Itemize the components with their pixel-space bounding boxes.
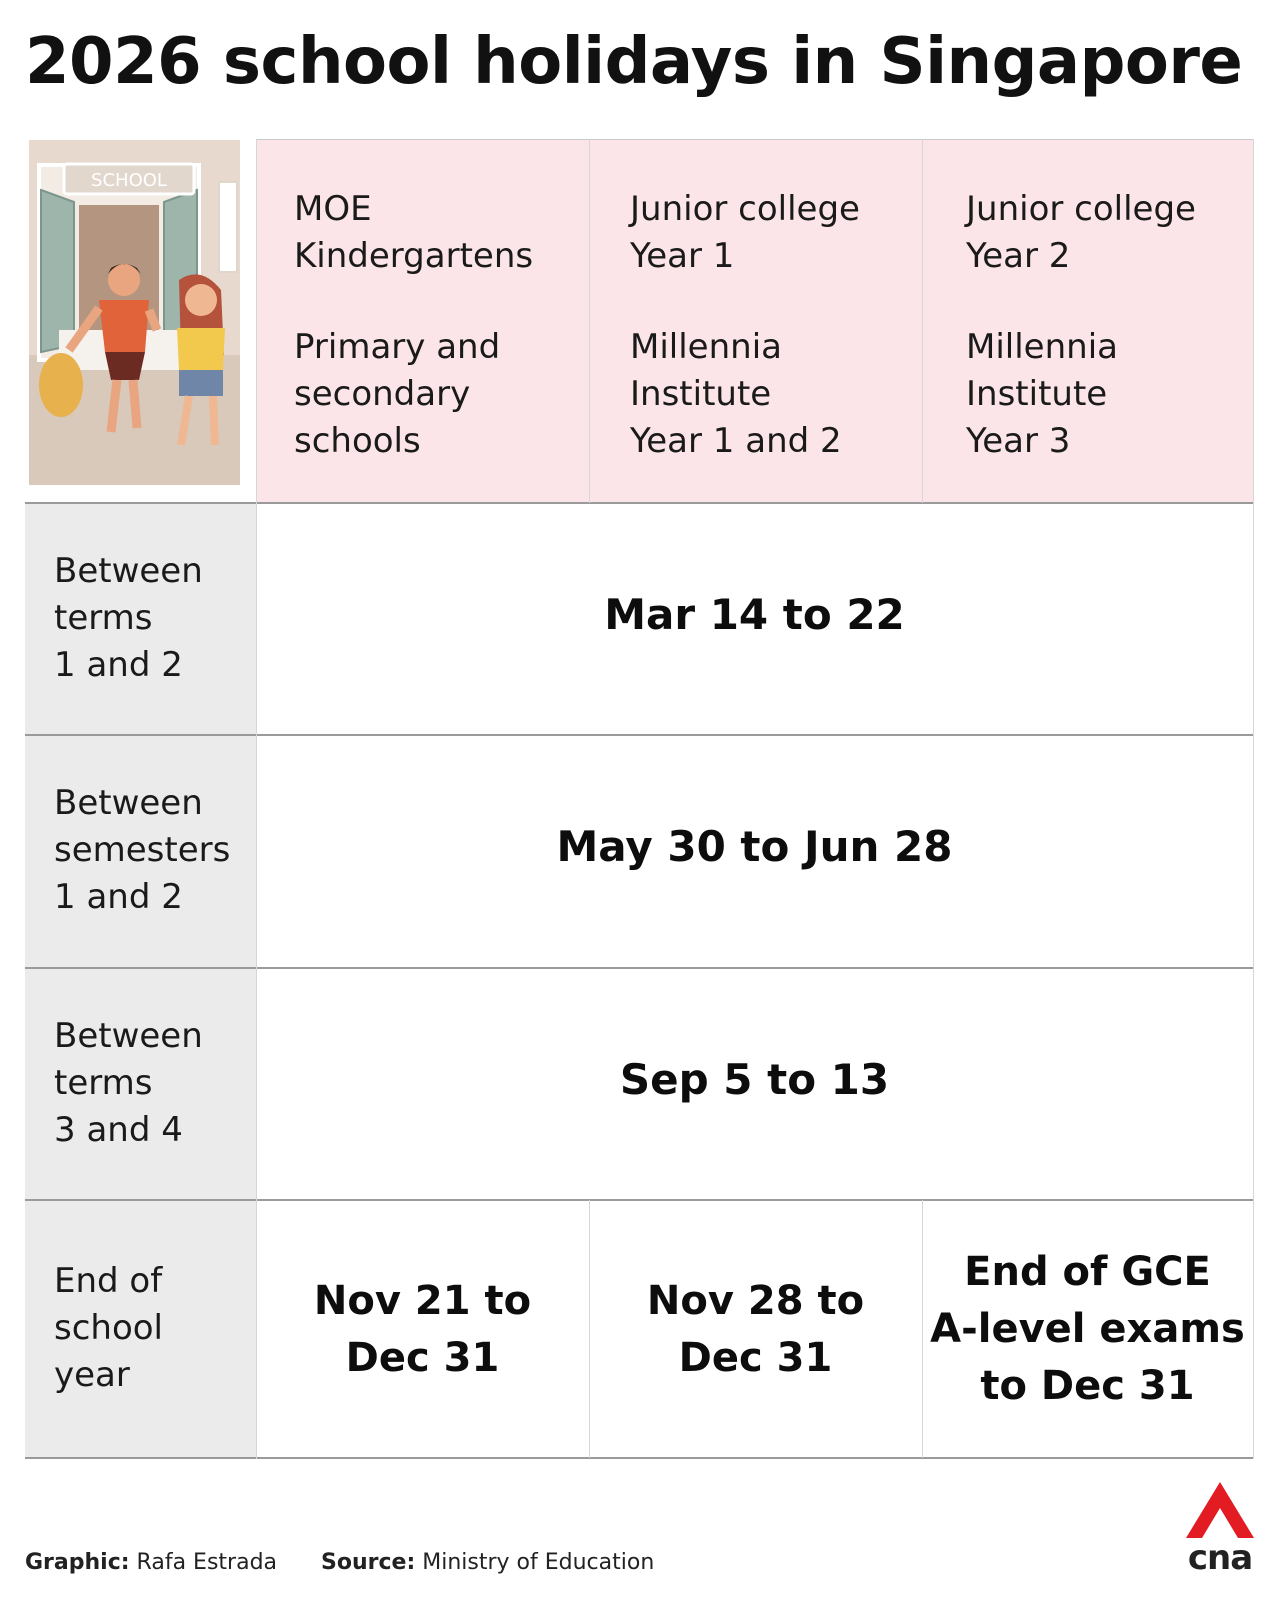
column-header-line: Institute — [630, 374, 772, 414]
row-label-1 — [54, 548, 203, 689]
graphic-label: Graphic: — [25, 1550, 130, 1575]
end-of-year-line: to Dec 31 — [980, 1363, 1195, 1409]
end-of-year-line: End of GCE — [964, 1249, 1211, 1295]
school-sign-text: SCHOOL — [91, 170, 167, 191]
column-header-line: Millennia — [966, 327, 1118, 367]
end-of-year-line: Dec 31 — [345, 1335, 500, 1381]
page-title: 2026 school holidays in Singapore — [25, 25, 1243, 99]
end-of-year-dates-col3 — [922, 1244, 1253, 1415]
column-divider — [256, 139, 257, 1459]
column-header-line: Institute — [966, 374, 1108, 414]
end-of-year-line: Nov 28 to — [646, 1278, 865, 1324]
column-header-2 — [630, 186, 860, 465]
row-label-line: 1 and 2 — [54, 645, 183, 685]
row-label-line: school — [54, 1308, 164, 1348]
end-of-year-dates-col1 — [256, 1273, 589, 1387]
column-header-line: Year 1 and 2 — [630, 421, 842, 461]
row-label-line: End of — [54, 1261, 163, 1301]
source-label: Source: — [321, 1550, 416, 1575]
column-header-line: MOE — [294, 189, 372, 229]
header-top-border — [256, 139, 1253, 140]
school-children-illustration — [29, 140, 240, 485]
table-bottom-border — [25, 1457, 1253, 1459]
holiday-dates-term1-2: Mar 14 to 22 — [604, 590, 905, 639]
column-header-line: Primary and — [294, 327, 501, 367]
row-divider — [25, 502, 1253, 504]
row-divider — [25, 1199, 1253, 1201]
column-divider — [1253, 139, 1254, 1459]
column-header-3 — [966, 186, 1196, 465]
end-of-year-dates-col2 — [589, 1273, 922, 1387]
column-header-line: Junior college — [630, 189, 860, 229]
column-header-line: Year 1 — [630, 236, 735, 276]
end-of-year-line: Dec 31 — [678, 1335, 833, 1381]
row-label-line: terms — [54, 1063, 153, 1103]
row-divider — [25, 967, 1253, 969]
row-label-line: Between — [54, 1016, 203, 1056]
row-label-line: Between — [54, 783, 203, 823]
holiday-dates-term3-4: Sep 5 to 13 — [619, 1055, 890, 1104]
row-label-2 — [54, 780, 230, 921]
row-divider — [25, 734, 1253, 736]
column-header-line: Year 2 — [966, 236, 1071, 276]
column-header-line: Junior college — [966, 189, 1196, 229]
end-of-year-line: Nov 21 to — [313, 1278, 532, 1324]
column-header-line: Millennia — [630, 327, 782, 367]
row-label-line: year — [54, 1355, 130, 1395]
column-header-1 — [294, 186, 533, 465]
column-header-line: Year 3 — [966, 421, 1071, 461]
row-label-line: Between — [54, 551, 203, 591]
graphic-credit: Rafa Estrada — [136, 1550, 278, 1575]
column-header-line: Kindergartens — [294, 236, 534, 276]
row-label-4 — [54, 1258, 163, 1399]
cna-logo-text: cna — [1187, 1538, 1253, 1578]
column-divider — [922, 139, 923, 503]
row-label-line: semesters — [54, 830, 231, 870]
column-header-line: secondary — [294, 374, 471, 414]
row-label-line: 1 and 2 — [54, 877, 183, 917]
holiday-dates-semester1-2: May 30 to Jun 28 — [556, 822, 953, 871]
column-divider — [589, 139, 590, 503]
credits — [25, 1550, 654, 1575]
column-header-line: schools — [294, 421, 421, 461]
source-credit: Ministry of Education — [422, 1550, 655, 1575]
row-label-line: 3 and 4 — [54, 1110, 183, 1150]
end-of-year-line: A-level exams — [930, 1306, 1245, 1352]
row-label-line: terms — [54, 598, 153, 638]
row-label-3 — [54, 1013, 203, 1154]
